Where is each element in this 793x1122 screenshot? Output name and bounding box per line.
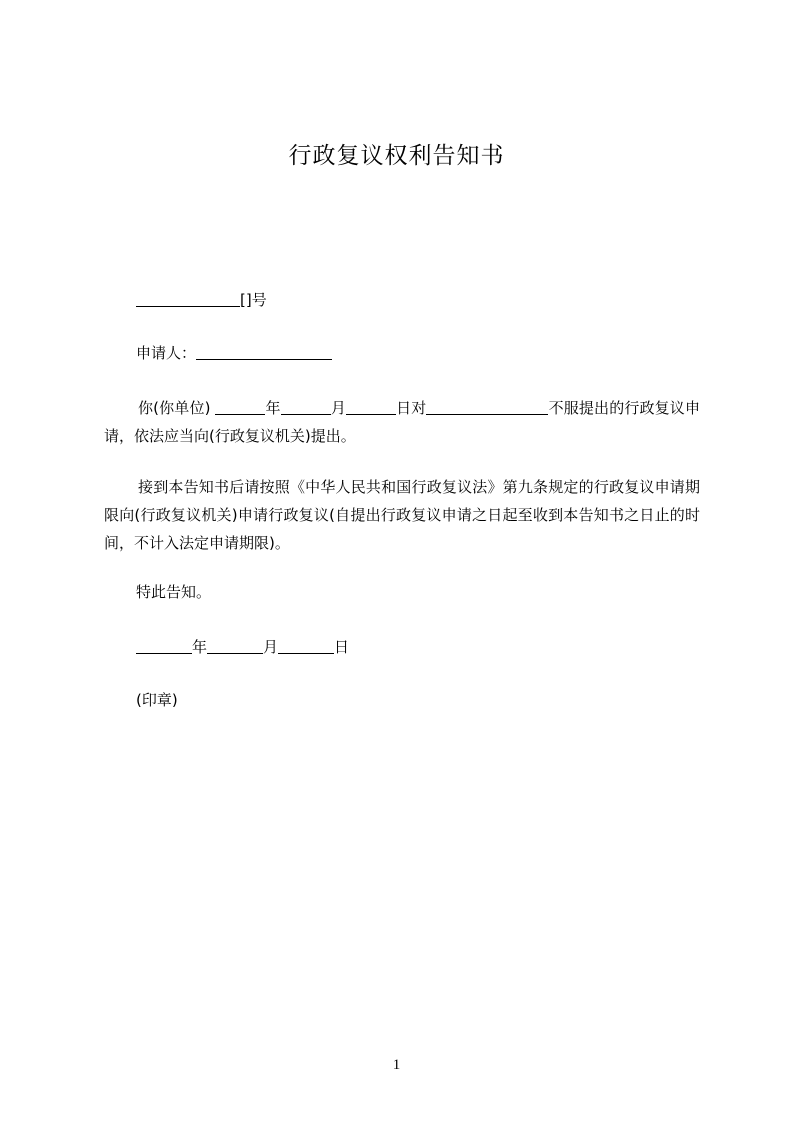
- date-line: [136, 637, 349, 657]
- date-day-blank: [278, 637, 334, 654]
- month-label: 月: [330, 399, 346, 417]
- date-day-label: 日: [334, 638, 350, 656]
- date-year-blank: [136, 637, 192, 654]
- date-year-label: 年: [192, 638, 208, 656]
- applicant-line: [136, 343, 332, 363]
- page-number: 1: [392, 1057, 401, 1073]
- year-blank: [215, 398, 265, 415]
- you-label: 你(你单位): [138, 399, 211, 417]
- document-number-line: [136, 290, 267, 310]
- notice-text: 特此告知。: [136, 583, 212, 601]
- date-month-blank: [207, 637, 263, 654]
- seal-label: (印章): [136, 691, 178, 709]
- paragraph-application: [104, 394, 700, 450]
- document-title: 行政复议权利告知书: [288, 143, 505, 169]
- year-label: 年: [265, 399, 281, 417]
- date-month-label: 月: [263, 638, 279, 656]
- month-blank: [281, 398, 331, 415]
- day-label: 日对: [396, 399, 427, 417]
- paragraph-application-text: 不服提出的行政复议申请，依法应当向(行政复议机关)提出。: [104, 399, 700, 445]
- paragraph-deadline: 接到本告知书后请按照《中华人民共和国行政复议法》第九条规定的行政复议申请期限向(行政复议机关)申请行政复议(自提出行政复议申请之日起至收到本告知书之日止的时间，不计入法定申请期限)。: [104, 478, 700, 552]
- applicant-label: 申请人：: [136, 344, 197, 362]
- day-blank: [346, 398, 396, 415]
- applicant-blank: [196, 343, 332, 360]
- document-number-suffix: []号: [240, 291, 267, 309]
- action-blank: [426, 398, 548, 415]
- document-number-blank: [136, 290, 240, 307]
